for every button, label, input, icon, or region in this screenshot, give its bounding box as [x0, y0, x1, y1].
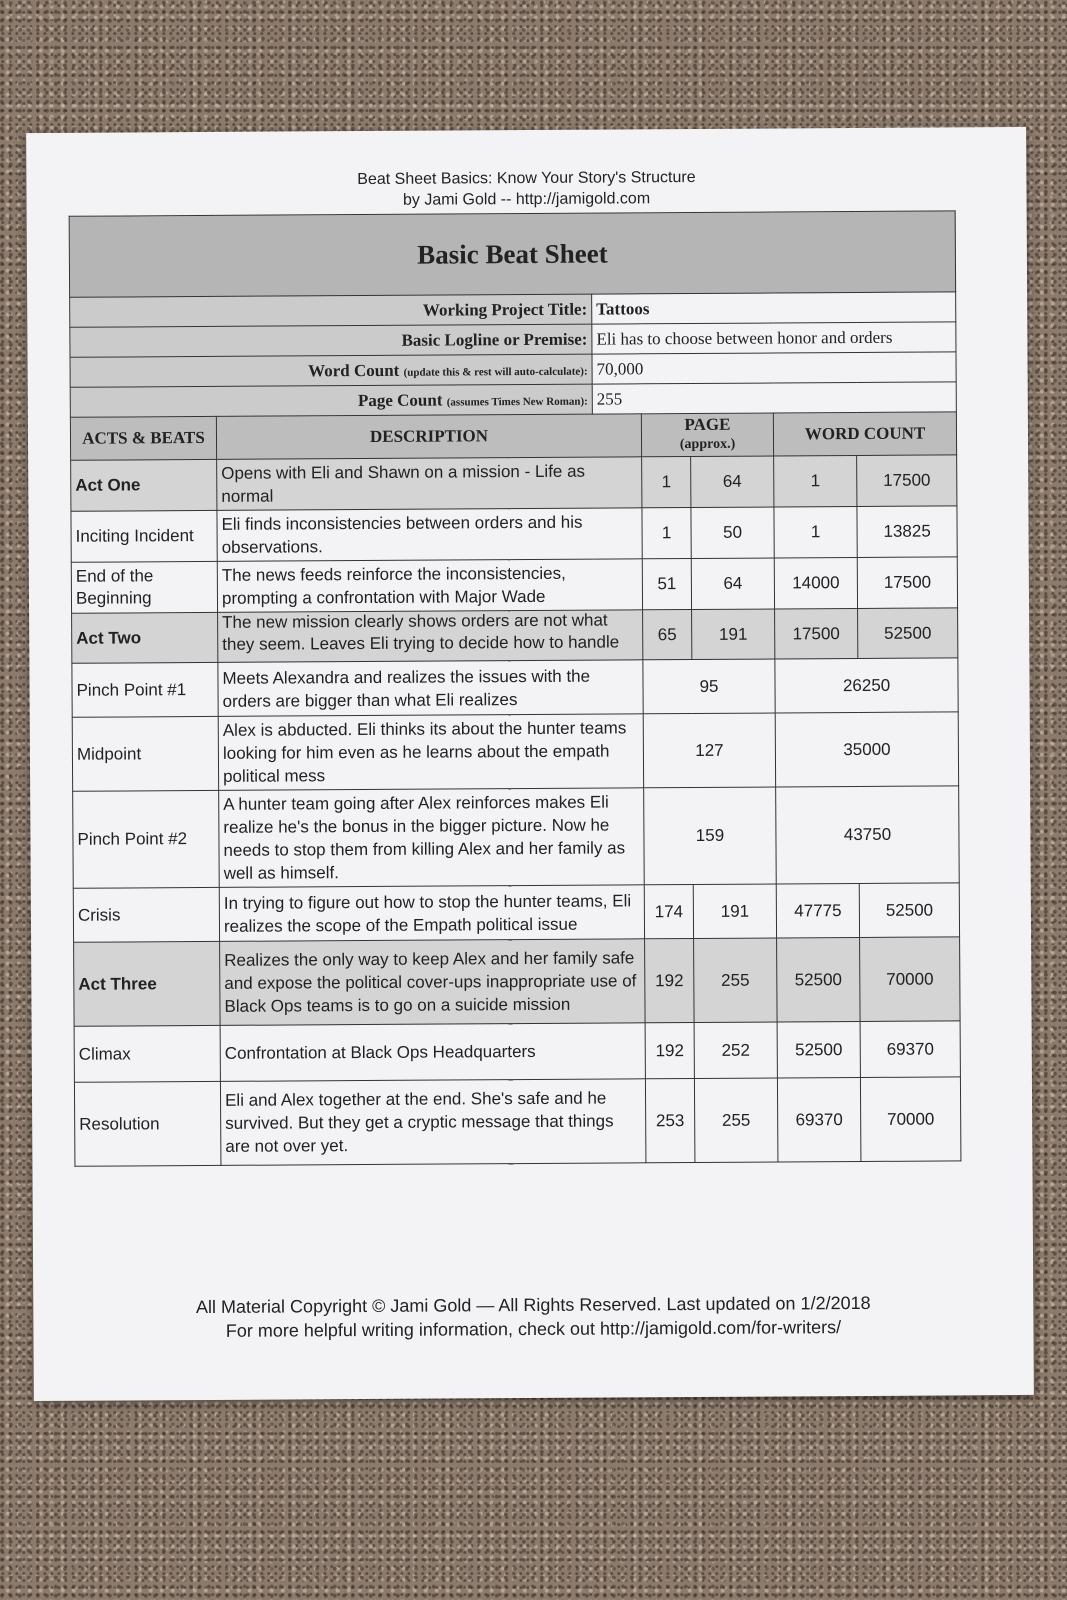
- page-start: 51: [642, 559, 691, 610]
- beat-row-crisis: [73, 883, 959, 942]
- beat-name: End of the Beginning: [71, 561, 217, 613]
- beat-name: Pinch Point #2: [73, 790, 220, 888]
- beat-description: Eli and Alex together at the end. She's safe and he survived. But they get a cryptic message that things are not over yet.: [220, 1079, 646, 1166]
- word-start: 1: [774, 506, 857, 558]
- word-start: 52500: [777, 1021, 860, 1078]
- beat-row-pinch-point-1: [72, 658, 958, 717]
- page-end: 252: [694, 1022, 777, 1079]
- beat-row-climax: [74, 1021, 960, 1082]
- page-footer: [33, 1290, 1033, 1344]
- logline-value: Eli has to choose between honor and orders: [592, 322, 956, 354]
- word-count-approx: 35000: [775, 712, 959, 787]
- word-start: 14000: [774, 557, 857, 609]
- page-end: 191: [692, 609, 775, 660]
- printed-sheet: [26, 127, 1034, 1401]
- page-count-value: 255: [592, 382, 956, 414]
- logline-label: Basic Logline or Premise:: [70, 324, 592, 357]
- beat-sheet-table: [69, 210, 962, 1166]
- col-word-count: WORD COUNT: [773, 412, 956, 456]
- page-start: 1: [642, 508, 691, 559]
- page-count-note: (assumes Times New Roman):: [446, 395, 588, 409]
- page-approx: 127: [643, 713, 775, 788]
- beat-description: The new mission clearly shows orders are not what they seem. Leaves Eli trying to decide how to handle: [222, 610, 620, 654]
- col-acts-beats: ACTS & BEATS: [70, 416, 216, 460]
- beat-description: Opens with Eli and Shawn on a mission - Life as normal: [217, 457, 642, 511]
- word-count-note: (update this & rest will auto-calculate):: [403, 365, 588, 379]
- beat-name: Act Three: [74, 941, 221, 1026]
- page-start: 1: [642, 457, 691, 508]
- word-end: 70000: [860, 1077, 961, 1162]
- page-count-label: Page Count: [357, 390, 443, 410]
- col-page: [641, 413, 773, 457]
- word-end: 17500: [857, 455, 957, 507]
- word-start: 52500: [777, 937, 861, 1022]
- word-end: 13825: [857, 506, 957, 558]
- page-header: [26, 165, 1026, 213]
- page-end: 255: [694, 1078, 778, 1163]
- beat-name: Resolution: [74, 1081, 221, 1166]
- beat-name: Act Two: [72, 612, 218, 663]
- beat-description: A hunter team going after Alex reinforces makes Eli realize he's the bonus in the bigger picture. Now he needs to stop them from killing Alex and her family as well as himself.: [219, 788, 645, 888]
- beat-name: Climax: [74, 1025, 220, 1082]
- beat-name: Crisis: [73, 887, 219, 942]
- beat-description: Meets Alexandra and realizes the issues with the orders are bigger than what Eli realizes: [218, 660, 643, 717]
- beat-row-act-one: [71, 455, 957, 511]
- beat-row-act-two: [72, 608, 958, 663]
- page-start: 174: [644, 885, 693, 939]
- page-start: 192: [645, 1023, 694, 1079]
- word-end: 17500: [857, 557, 957, 609]
- word-end: 70000: [860, 937, 961, 1022]
- beat-row-midpoint: [72, 712, 959, 791]
- beat-description: In trying to figure out how to stop the hunter teams, Eli realizes the scope of the Empath political issue: [219, 885, 644, 942]
- word-count-approx: 43750: [776, 786, 960, 884]
- word-start: 1: [774, 455, 857, 507]
- beat-row-pinch-point-2: [73, 786, 960, 888]
- word-count-approx: 26250: [775, 658, 958, 713]
- col-description: DESCRIPTION: [216, 414, 641, 460]
- page-end: 191: [693, 884, 776, 939]
- beat-name: Pinch Point #1: [72, 662, 218, 717]
- project-title-value: Tattoos: [592, 292, 956, 324]
- word-end: 69370: [860, 1021, 960, 1078]
- word-end: 52500: [859, 883, 959, 938]
- footer-copyright: All Material Copyright © Jami Gold — All Rights Reserved. Last updated on 1/2/2018: [195, 1292, 871, 1318]
- word-count-value: 70,000: [592, 352, 956, 384]
- beat-description: The news feeds reinforce the inconsistencies, prompting a confrontation with Major Wade: [217, 559, 642, 613]
- word-end: 52500: [858, 608, 958, 659]
- beat-description: Confrontation at Black Ops Headquarters: [220, 1023, 645, 1082]
- header-title: Beat Sheet Basics: Know Your Story's Structure: [357, 168, 696, 189]
- page-end: 64: [691, 558, 774, 610]
- beat-name: Inciting Incident: [71, 510, 217, 562]
- col-page-sub: (approx.): [679, 436, 736, 453]
- beat-description: Eli finds inconsistencies between orders and his observations.: [217, 508, 642, 562]
- column-header-row: [70, 412, 956, 460]
- sheet-title: Basic Beat Sheet: [69, 211, 956, 297]
- beat-description: Realizes the only way to keep Alex and her family safe and expose the political cover-ups inappropriate use of Black Ops teams is to go on a suicide mission: [220, 939, 646, 1026]
- project-title-label: Working Project Title:: [70, 294, 592, 327]
- page-approx: 159: [644, 787, 777, 885]
- sheet-title-row: [69, 211, 956, 297]
- beat-description: Alex is abducted. Eli thinks its about the hunter teams looking for him even as he learns about the empath political mess: [218, 714, 643, 791]
- beat-name: Act One: [71, 459, 217, 511]
- footer-link: For more helpful writing information, check out http://jamigold.com/for-writers/: [225, 1317, 842, 1341]
- word-start: 17500: [775, 608, 858, 659]
- page-end: 255: [694, 938, 778, 1023]
- beat-row-act-three: [74, 937, 961, 1026]
- beat-description-cell: [218, 610, 643, 663]
- page-end: 50: [691, 507, 774, 559]
- beat-row-end-of-beginning: [71, 557, 957, 613]
- page-count-label-cell: [70, 384, 592, 417]
- word-count-label: Word Count: [308, 360, 400, 380]
- page-end: 64: [691, 456, 774, 508]
- col-page-label: PAGE: [684, 414, 731, 435]
- page-approx: 95: [643, 659, 775, 714]
- page-start: 253: [645, 1079, 695, 1163]
- word-count-label-cell: [70, 354, 592, 387]
- beat-row-resolution: [74, 1077, 961, 1166]
- page-start: 65: [643, 610, 692, 660]
- page-start: 192: [645, 939, 695, 1023]
- beat-row-inciting-incident: [71, 506, 957, 562]
- word-start: 47775: [776, 883, 859, 938]
- beat-name: Midpoint: [72, 716, 218, 791]
- header-byline: by Jami Gold -- http://jamigold.com: [402, 190, 651, 209]
- word-start: 69370: [777, 1077, 861, 1162]
